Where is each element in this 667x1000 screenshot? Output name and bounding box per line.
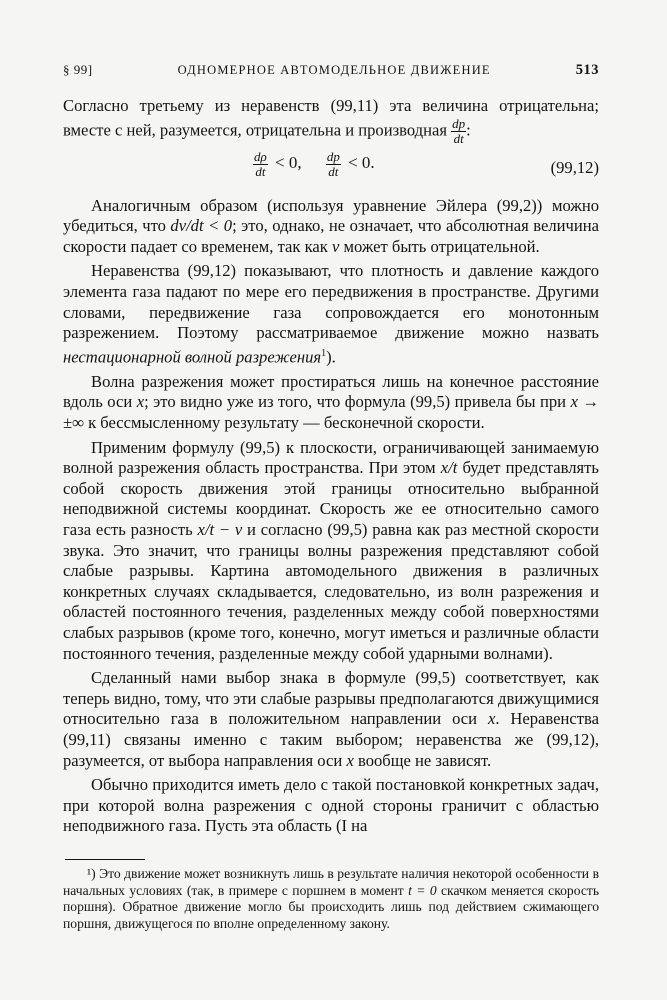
footnote-marker: 1: [321, 347, 327, 359]
paragraph-6: Сделанный нами выбор знака в формуле (99,5) соответствует, как теперь видно, тому, что эти слабые разрывы предполагаются движущимися относительно газа в положительном направлении оси x. Неравенства (99,11) связаны именно с таким выбором; неравенства же (99,12), разумеется, от выбора направления оси x вообще не зависят.: [63, 668, 600, 770]
emphasis-term: нестационарной волной разрежения: [63, 347, 322, 367]
equation-99-12: [63, 148, 599, 188]
math-x-limit: x → ±∞: [63, 392, 599, 433]
math-v: v: [332, 236, 340, 256]
paragraph-5: Применим формулу (99,5) к плоскости, ограничивающей занимаемую волной разрежения область пространства. При этом x/t будет представлять собой скорость движения этой границы относительно выбранной неподвижной системы координат. Скорость же ее относительно самого газа есть разность x/t − v и согласно (99,5) равна как раз местной скорости звука. Это значит, что границы волны разрежения представляют собой слабые разрывы. Картина автомодельного движения в различных конкретных случаях складывается, следовательно, из волн разрежения и областей постоянного течения, разделенных между собой поверхностями слабых разрывов (кроме того, конечно, могут иметься и различные области постоянного течения, разделенные между собой ударными волнами).: [63, 437, 599, 663]
math-dv-dt: dv/dt < 0: [170, 216, 233, 236]
math-x-over-t: x/t: [440, 458, 458, 478]
body-text: [63, 96, 599, 932]
page-number: 513: [575, 62, 599, 78]
footnote-number: ¹): [87, 865, 96, 881]
paragraph-3: Неравенства (99,12) показывают, что плотность и давление каждого элемента газа падают по мере его передвижения в пространстве. Другими словами, передвижение газа сопровождается его монотонным разрежением. Поэтому рассматриваемое движение можно назвать нестационарной волной разрежения$^1$).: [63, 261, 599, 367]
running-header: [63, 62, 599, 84]
math-x-over-t-minus-v: x/t − v: [197, 520, 243, 540]
footnote: ¹) Это движение может возникнуть лишь в результате наличия некоторой особенности в начальных условиях (так, в примере с поршнем в момент t = 0 скачком меняется скорость поршня). Обратное движение могло бы происходить лишь под действием сжимающего поршня, движущегося по вполне определенному закону.: [63, 865, 600, 931]
running-title: ОДНОМЕРНОЕ АВТОМОДЕЛЬНОЕ ДВИЖЕНИЕ: [177, 63, 491, 77]
math-x-axis: x: [487, 709, 496, 729]
fraction-drho-dt: $\frac{d\rho}{dt}$: [254, 148, 267, 179]
footnote-rule: [65, 859, 145, 860]
paragraph-1: Согласно третьему из неравенств (99,11) эта величина отрицательна; вместе с ней, разумеется, отрицательна и производная $\frac{dp}{dt}$ :: [63, 96, 599, 146]
fraction-dp-dt: $\frac{dp}{dt}$: [452, 115, 466, 146]
section-ref: § 99]: [63, 62, 93, 77]
equation-number: (99,12): [550, 157, 599, 177]
math-x-axis-2: x: [346, 750, 354, 770]
page: [63, 62, 599, 932]
math-t-zero: t = 0: [408, 882, 437, 898]
paragraph-2: Аналогичным образом (используя уравнение Эйлера (99,2)) можно убедиться, что dv/dt < 0; это, однако, не означает, что абсолютная величина скорости падает со временем, так как v может быть отрицательной.: [63, 195, 600, 256]
math-x: x: [136, 392, 145, 412]
equation-body: $\frac{d\rho}{dt}$ < 0, $\frac{dp}{dt}$ < 0.: [254, 148, 375, 179]
fraction-dp-dt-2: $\frac{dp}{dt}$: [326, 148, 340, 179]
paragraph-7: Обычно приходится иметь дело с такой постановкой конкретных задач, при которой волна разрежения с одной стороны граничит с областью неподвижного газа. Пусть эта область (I на: [63, 775, 599, 836]
paragraph-4: Волна разрежения может простираться лишь на конечное расстояние вдоль оси x; это видно уже из того, что формула (99,5) привела бы при x → ±∞ к бессмысленному результату — бесконечной скорости.: [63, 371, 599, 433]
